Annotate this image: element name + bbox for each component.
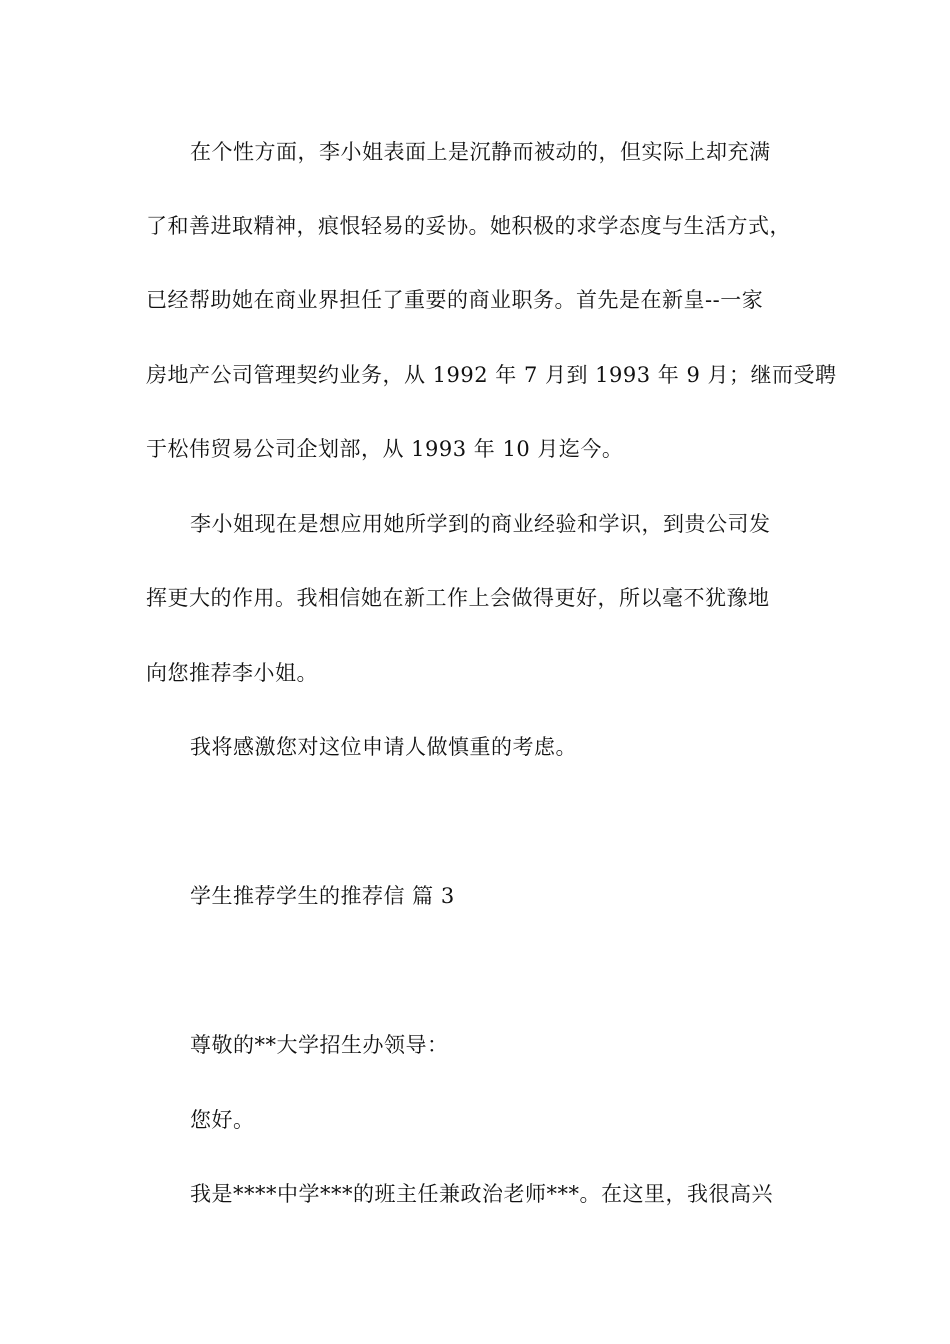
closing-line: 我将感激您对这位申请人做慎重的考虑。 [190,735,577,759]
paragraph-line: 向您推荐李小姐。 [146,661,318,685]
paragraph-line: 房地产公司管理契约业务，从 1992 年 7 月到 1993 年 9 月；继而受聘 [146,363,837,387]
paragraph-line: 于松伟贸易公司企划部，从 1993 年 10 月迄今。 [146,437,624,461]
letter-salutation: 尊敬的**大学招生办领导： [190,1033,449,1057]
paragraph-line: 了和善进取精神，痕恨轻易的妥协。她积极的求学态度与生活方式， [146,214,791,238]
paragraph-line: 挥更大的作用。我相信她在新工作上会做得更好，所以毫不犹豫地 [146,586,770,610]
section-title: 学生推荐学生的推荐信 篇 3 [190,884,455,908]
paragraph-line: 已经帮助她在商业界担任了重要的商业职务。首先是在新皇--一家 [146,288,764,312]
paragraph-line: 在个性方面，李小姐表面上是沉静而被动的，但实际上却充满 [190,140,771,164]
letter-opening-line: 我是****中学***的班主任兼政治老师***。在这里，我很高兴 [190,1182,773,1206]
paragraph-line: 李小姐现在是想应用她所学到的商业经验和学识，到贵公司发 [190,512,771,536]
letter-greeting: 您好。 [190,1108,255,1132]
